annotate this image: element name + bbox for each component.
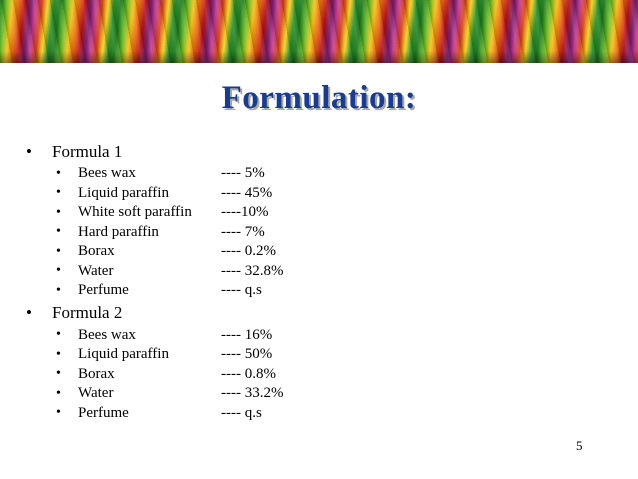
ingredient-amount: ---- 33.2% [221, 385, 284, 402]
ingredient-name: Perfume [78, 404, 129, 421]
ingredient-name: Bees wax [78, 165, 136, 182]
ingredient-amount: ----10% [221, 204, 269, 221]
bullet-icon: • [56, 185, 61, 201]
ingredient-row [56, 242, 616, 262]
ingredient-amount: ---- q.s [221, 404, 262, 421]
ingredient-name: Water [78, 385, 114, 402]
ingredient-row [56, 404, 616, 424]
ingredient-name: Bees wax [78, 326, 136, 343]
bullet-icon: • [56, 263, 61, 279]
bullet-icon: • [26, 141, 32, 161]
slide-title [0, 80, 638, 117]
ingredient-amount: ---- 16% [221, 326, 273, 343]
bullet-icon: • [56, 366, 61, 382]
bullet-icon: • [26, 303, 32, 322]
ingredient-amount: ---- 7% [221, 223, 265, 240]
ingredient-row [56, 345, 616, 365]
bullet-icon: • [56, 405, 61, 421]
ingredient-name: Borax [78, 243, 115, 260]
ingredient-row [56, 184, 616, 204]
ingredient-name: Water [78, 262, 114, 279]
ingredient-list [56, 164, 616, 301]
ingredient-row [56, 281, 616, 301]
ingredient-name: Liquid paraffin [78, 346, 169, 363]
ingredient-name: Liquid paraffin [78, 184, 169, 201]
ingredient-amount: ---- q.s [221, 282, 262, 299]
header-banner-image [0, 0, 638, 63]
ingredient-list [56, 326, 616, 424]
ingredient-name: White soft paraffin [78, 204, 192, 221]
ingredient-row [56, 262, 616, 282]
ingredient-row [56, 326, 616, 346]
ingredient-row [56, 384, 616, 404]
ingredient-row [56, 164, 616, 184]
ingredient-name: Hard paraffin [78, 223, 159, 240]
bullet-icon: • [56, 224, 61, 240]
ingredient-amount: ---- 45% [221, 184, 273, 201]
formula-label: Formula 1 [52, 141, 123, 161]
ingredient-amount: ---- 5% [221, 165, 265, 182]
bullet-icon: • [56, 282, 61, 298]
ingredient-row [56, 223, 616, 243]
bullet-icon: • [56, 385, 61, 401]
ingredient-row [56, 203, 616, 223]
bullet-icon: • [56, 346, 61, 362]
ingredient-amount: ---- 50% [221, 346, 273, 363]
page-number: 5 [576, 438, 583, 453]
ingredient-amount: ---- 0.2% [221, 243, 276, 260]
ingredient-amount: ---- 0.8% [221, 365, 276, 382]
bullet-icon: • [56, 165, 61, 181]
formula-label: Formula 2 [52, 303, 123, 322]
ingredient-name: Perfume [78, 282, 129, 299]
banner-shadow [0, 51, 638, 63]
bullet-icon: • [56, 243, 61, 259]
slide-title-text: Formulation: [221, 80, 417, 116]
bullet-icon: • [56, 327, 61, 343]
slide-content [26, 140, 616, 424]
formula-heading [26, 140, 616, 163]
formula-heading [26, 302, 616, 325]
ingredient-amount: ---- 32.8% [221, 262, 284, 279]
bullet-icon: • [56, 204, 61, 220]
ingredient-row [56, 365, 616, 385]
ingredient-name: Borax [78, 365, 115, 382]
